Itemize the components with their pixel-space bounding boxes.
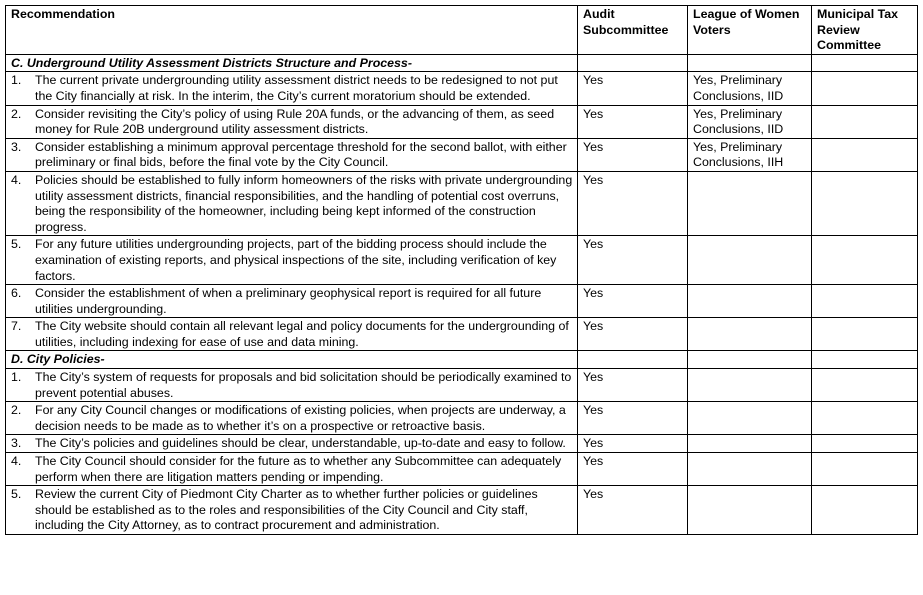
- recommendation-item: [11, 370, 573, 401]
- recommendation-cell: [6, 369, 578, 402]
- audit-subcommittee-cell: Yes: [578, 72, 688, 105]
- audit-subcommittee-cell: Yes: [578, 402, 688, 435]
- table-row: [6, 402, 918, 435]
- municipal-tax-review-cell: [812, 435, 918, 453]
- municipal-tax-review-cell: [812, 236, 918, 285]
- recommendation-cell: [6, 171, 578, 235]
- league-of-women-voters-cell: [688, 486, 812, 535]
- audit-subcommittee-cell: Yes: [578, 236, 688, 285]
- audit-subcommittee-cell: Yes: [578, 105, 688, 138]
- item-number: 1.: [11, 73, 22, 88]
- item-number: 5.: [11, 487, 22, 502]
- recommendation-item: [11, 454, 573, 485]
- municipal-tax-review-cell: [812, 486, 918, 535]
- recommendation-cell: [6, 486, 578, 535]
- section-title: D. City Policies-: [6, 351, 578, 369]
- municipal-tax-review-cell: [812, 453, 918, 486]
- recommendation-cell: [6, 453, 578, 486]
- item-text: The City’s policies and guidelines should be clear, understandable, up-to-date and easy to follow.: [35, 436, 566, 451]
- section-empty-cell: [688, 351, 812, 369]
- audit-subcommittee-cell: Yes: [578, 486, 688, 535]
- league-of-women-voters-cell: [688, 171, 812, 235]
- recommendation-item: [11, 487, 573, 534]
- league-of-women-voters-cell: Yes, Preliminary Conclusions, IID: [688, 72, 812, 105]
- table-row: [6, 72, 918, 105]
- section-empty-cell: [578, 54, 688, 72]
- section-empty-cell: [812, 351, 918, 369]
- recommendation-item: [11, 173, 573, 235]
- header-league-of-women-voters: League of Women Voters: [688, 6, 812, 55]
- recommendation-cell: [6, 138, 578, 171]
- table-row: [6, 171, 918, 235]
- table-row: [6, 435, 918, 453]
- audit-subcommittee-cell: Yes: [578, 318, 688, 351]
- recommendation-cell: [6, 236, 578, 285]
- section-empty-cell: [812, 54, 918, 72]
- league-of-women-voters-cell: [688, 318, 812, 351]
- table-row: [6, 105, 918, 138]
- recommendation-item: [11, 237, 573, 284]
- item-number: 2.: [11, 403, 22, 418]
- item-number: 5.: [11, 237, 22, 252]
- recommendation-item: [11, 403, 573, 434]
- recommendation-item: [11, 319, 573, 350]
- league-of-women-voters-cell: [688, 236, 812, 285]
- league-of-women-voters-cell: Yes, Preliminary Conclusions, IID: [688, 105, 812, 138]
- recommendation-item: [11, 140, 573, 171]
- item-number: 2.: [11, 106, 22, 121]
- item-number: 3.: [11, 436, 22, 451]
- item-text: Consider revisiting the City’s policy of using Rule 20A funds, or the advancing of them, as seed money for Rule 20B underground utility assessment districts.: [35, 106, 555, 137]
- municipal-tax-review-cell: [812, 72, 918, 105]
- recommendations-document: [5, 5, 918, 535]
- table-row: [6, 453, 918, 486]
- header-row: [6, 6, 918, 55]
- recommendation-item: [11, 107, 573, 138]
- recommendation-cell: [6, 318, 578, 351]
- recommendation-cell: [6, 435, 578, 453]
- item-text: For any future utilities undergrounding projects, part of the bidding process should include the examination of existing reports, and physical inspections of the site, including verification of key factors.: [35, 237, 557, 283]
- league-of-women-voters-cell: Yes, Preliminary Conclusions, IIH: [688, 138, 812, 171]
- table-row: [6, 486, 918, 535]
- recommendation-item: [11, 286, 573, 317]
- league-of-women-voters-cell: [688, 369, 812, 402]
- audit-subcommittee-cell: Yes: [578, 369, 688, 402]
- municipal-tax-review-cell: [812, 402, 918, 435]
- recommendation-cell: [6, 285, 578, 318]
- item-number: 6.: [11, 286, 22, 301]
- header-recommendation: Recommendation: [6, 6, 578, 55]
- section-title: C. Underground Utility Assessment Districts Structure and Process-: [6, 54, 578, 72]
- league-of-women-voters-cell: [688, 435, 812, 453]
- table-row: [6, 318, 918, 351]
- item-number: 7.: [11, 319, 22, 334]
- recommendation-cell: [6, 72, 578, 105]
- item-text: Consider establishing a minimum approval percentage threshold for the second ballot, with either preliminary or final bids, before the final vote by the City Council.: [35, 139, 567, 170]
- municipal-tax-review-cell: [812, 318, 918, 351]
- audit-subcommittee-cell: Yes: [578, 435, 688, 453]
- table-body: [6, 54, 918, 534]
- section-row: [6, 54, 918, 72]
- municipal-tax-review-cell: [812, 171, 918, 235]
- league-of-women-voters-cell: [688, 453, 812, 486]
- header-municipal-tax-review-committee: Municipal Tax Review Committee: [812, 6, 918, 55]
- item-text: Review the current City of Piedmont City Charter as to whether further policies or guidelines should be established as to the roles and responsibilities of the City Council and City staff, including the City Attorney, as to contract procurement and administration.: [35, 487, 538, 533]
- item-text: For any City Council changes or modifications of existing policies, when projects are underway, a decision needs to be made as to whether it’s on a prospective or retroactive basis.: [35, 403, 566, 433]
- audit-subcommittee-cell: Yes: [578, 453, 688, 486]
- table-row: [6, 369, 918, 402]
- league-of-women-voters-cell: [688, 402, 812, 435]
- section-row: [6, 351, 918, 369]
- municipal-tax-review-cell: [812, 285, 918, 318]
- recommendations-table: [5, 5, 918, 535]
- table-row: [6, 285, 918, 318]
- municipal-tax-review-cell: [812, 369, 918, 402]
- item-text: Consider the establishment of when a preliminary geophysical report is required for all future utilities undergrounding.: [35, 286, 542, 316]
- header-audit-subcommittee: Audit Subcommittee: [578, 6, 688, 55]
- audit-subcommittee-cell: Yes: [578, 171, 688, 235]
- audit-subcommittee-cell: Yes: [578, 285, 688, 318]
- item-number: 4.: [11, 172, 22, 187]
- recommendation-item: [11, 436, 573, 452]
- item-number: 4.: [11, 454, 22, 469]
- recommendation-cell: [6, 105, 578, 138]
- item-text: The City website should contain all relevant legal and policy documents for the undergrounding of utilities, including indexing for ease of use and data mining.: [35, 319, 569, 349]
- item-text: The City Council should consider for the future as to whether any Subcommittee can adequately perform when there are litigation matters pending or impending.: [35, 454, 562, 484]
- section-empty-cell: [688, 54, 812, 72]
- recommendation-item: [11, 73, 573, 104]
- item-number: 1.: [11, 370, 22, 385]
- municipal-tax-review-cell: [812, 138, 918, 171]
- item-text: The City’s system of requests for proposals and bid solicitation should be periodically examined to prevent potential abuses.: [35, 370, 572, 400]
- table-row: [6, 138, 918, 171]
- league-of-women-voters-cell: [688, 285, 812, 318]
- item-text: The current private undergrounding utility assessment district needs to be redesigned to not put the City financially at risk. In the interim, the City’s current moratorium should be extended.: [35, 73, 558, 103]
- item-number: 3.: [11, 139, 22, 154]
- audit-subcommittee-cell: Yes: [578, 138, 688, 171]
- section-empty-cell: [578, 351, 688, 369]
- recommendation-cell: [6, 402, 578, 435]
- municipal-tax-review-cell: [812, 105, 918, 138]
- item-text: Policies should be established to fully inform homeowners of the risks with private undergrounding utility assessment districts, financial responsibilities, and the handling of potential cost overruns, being the responsibility of the homeowner, including being kept informed of the construction progress.: [35, 172, 573, 234]
- table-row: [6, 236, 918, 285]
